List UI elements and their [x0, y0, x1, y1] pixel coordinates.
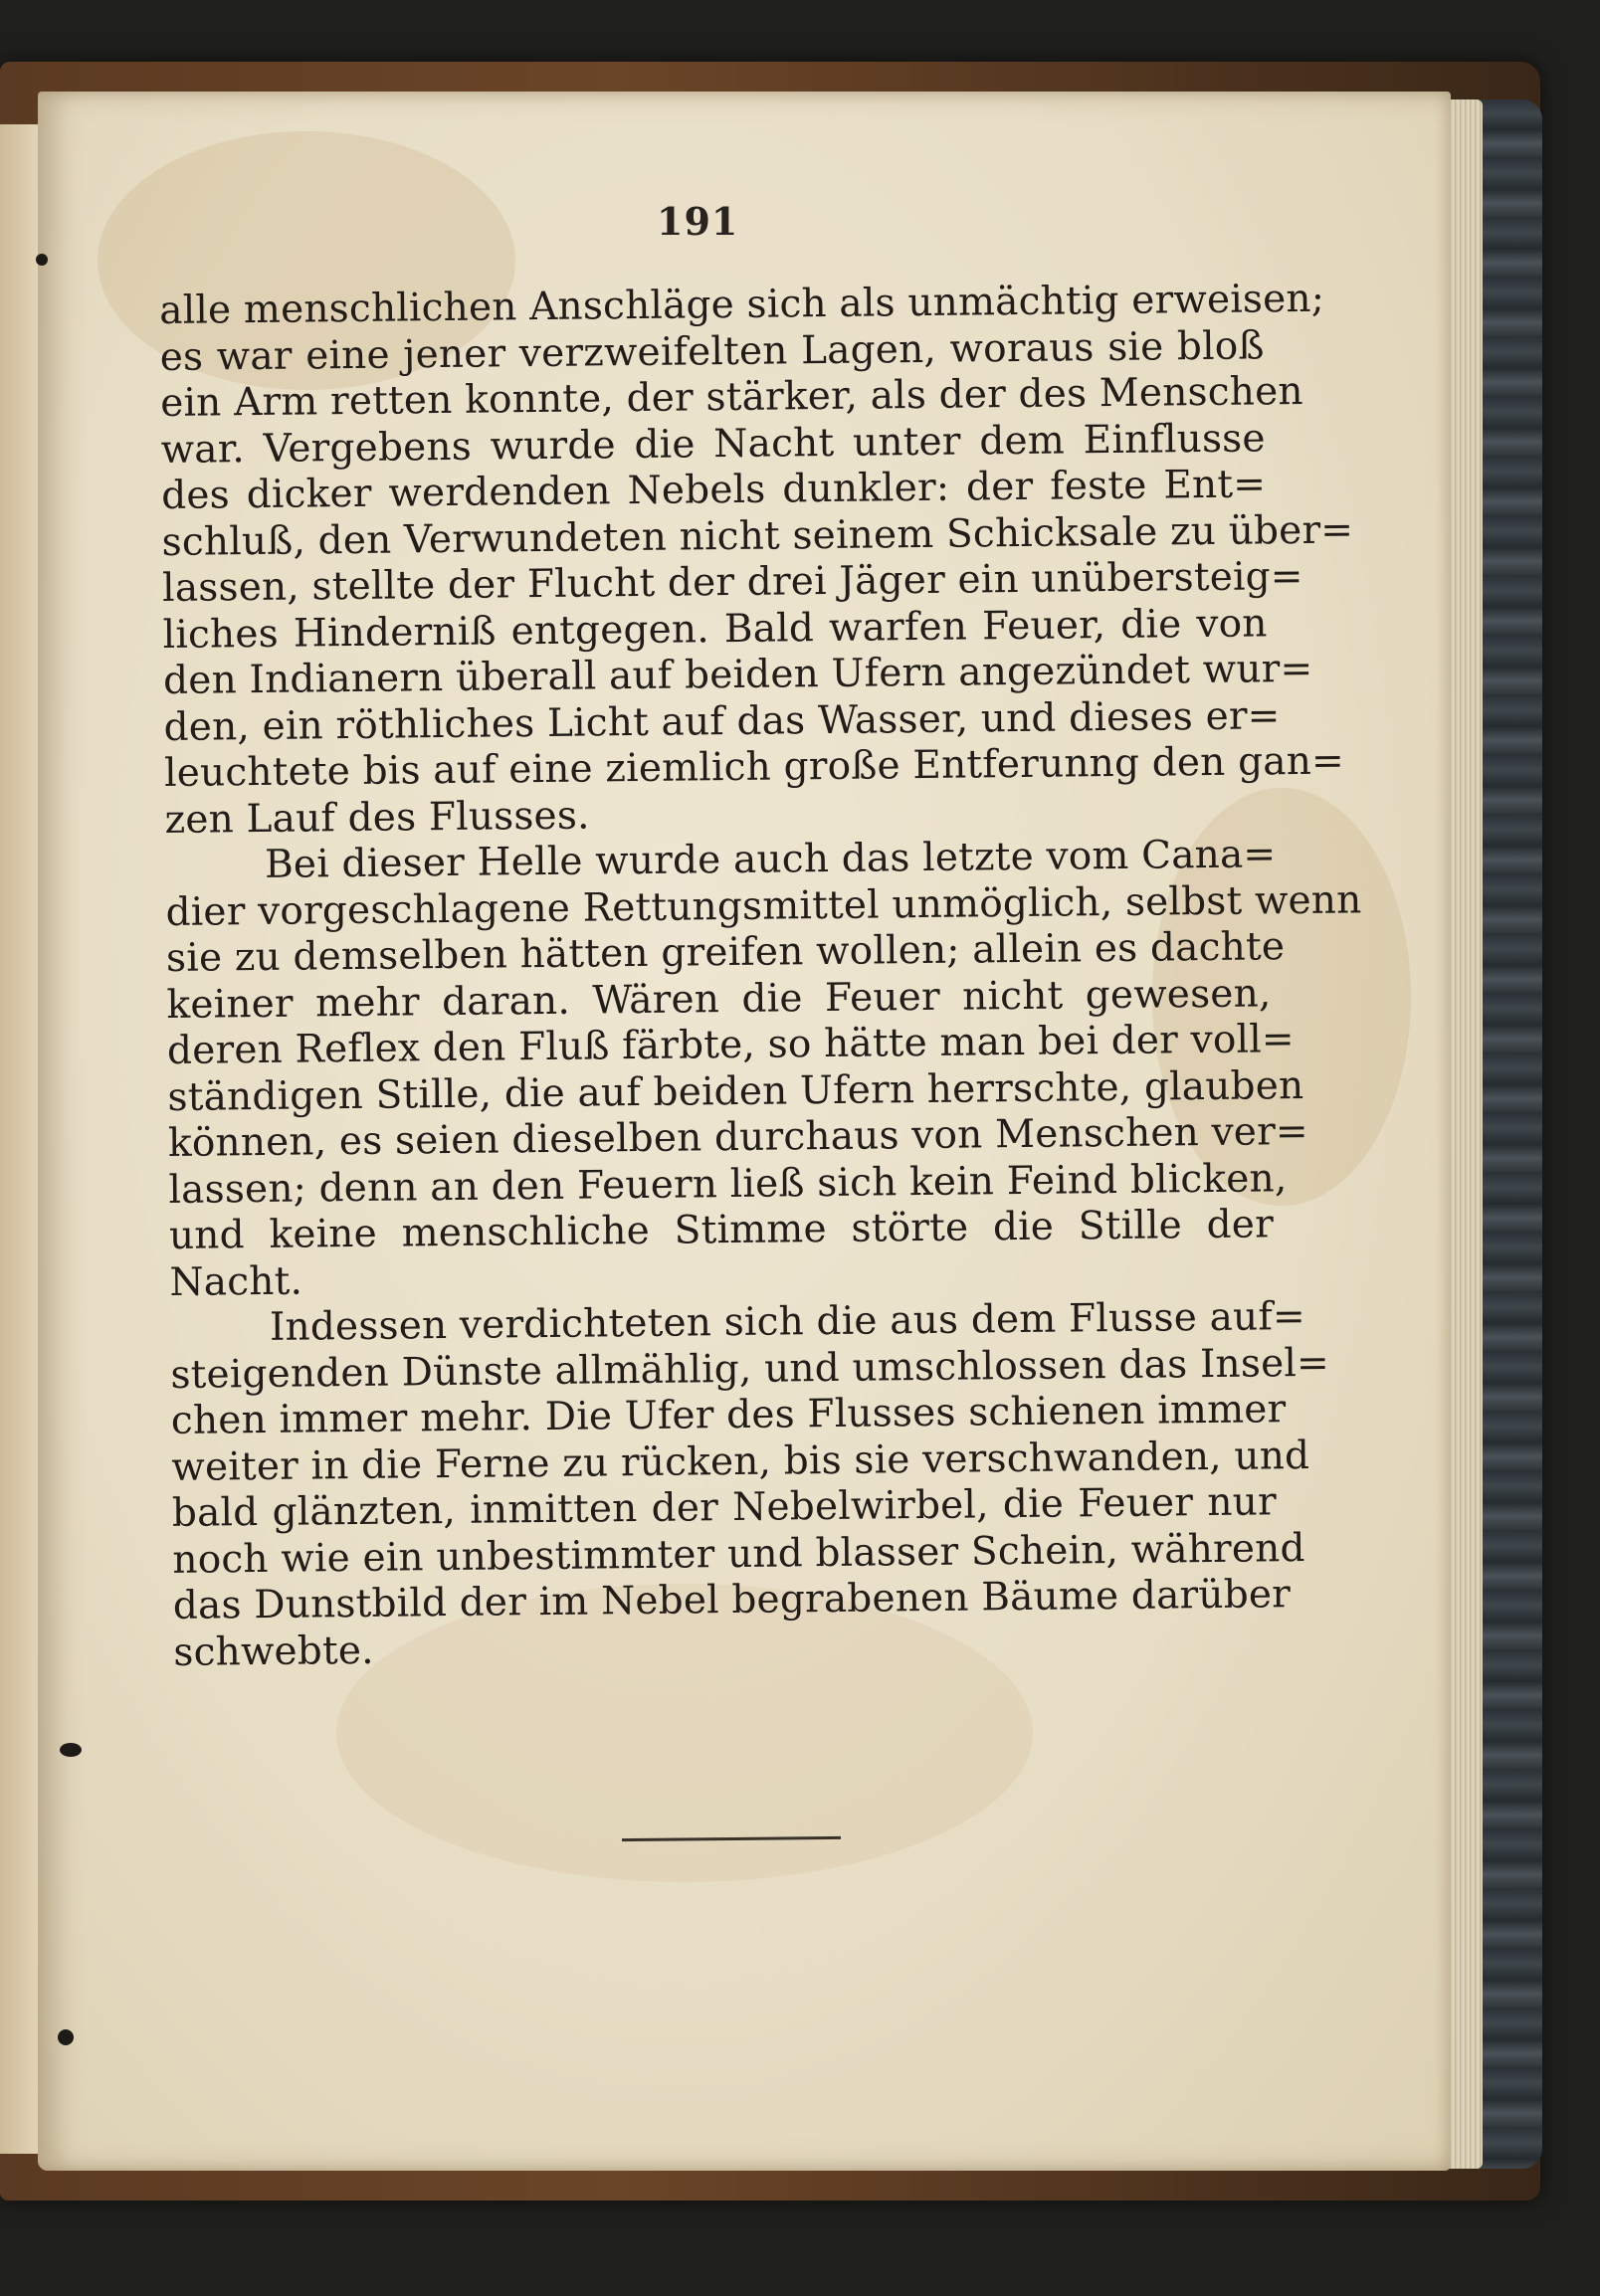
text-line: schwebte.	[173, 1627, 374, 1675]
text-line: chen immer mehr. Die Ufer des Flusses schienen immer	[170, 1387, 1287, 1443]
binding-thread	[36, 254, 48, 266]
text-line: liches Hinderniß entgegen. Bald warfen Feuer, die von	[162, 600, 1268, 658]
binding-thread	[60, 1743, 82, 1757]
text-line: lassen; denn an den Feuern ließ sich kein Feind blicken,	[168, 1155, 1288, 1213]
text-line: steigenden Dünste allmählig, und umschlossen das Insel=	[170, 1340, 1330, 1398]
text-line: bald glänzten, inmitten der Nebelwirbel, die Feuer nur	[171, 1479, 1278, 1536]
text-line: können, es seien dieselben durchaus von Menschen ver=	[167, 1108, 1309, 1166]
text-line: ein Arm retten konnte, der stärker, als der des Menschen	[159, 368, 1303, 426]
text-line: weiter in die Ferne zu rücken, bis sie verschwanden, und	[171, 1433, 1310, 1490]
text-line: ständigen Stille, die auf beiden Ufern herrschte, glauben	[167, 1062, 1304, 1120]
text-line: schluß, den Verwundeten nicht seinem Schicksale zu über=	[161, 506, 1354, 565]
binding-thread	[58, 2029, 74, 2045]
text-line: Bei dieser Helle wurde auch das letzte vom Cana=	[264, 832, 1277, 887]
text-line: dier vorgeschlagene Rettungsmittel unmöglich, selbst wenn	[165, 876, 1362, 935]
left-page-edge	[0, 124, 40, 2154]
text-line: sie zu demselben hätten greifen wollen; allein es dachte	[165, 924, 1286, 981]
body-text	[159, 276, 1362, 1676]
text-line: zen Lauf des Flusses.	[164, 792, 590, 843]
text-line: keiner mehr daran. Wären die Feuer nicht gewesen,	[166, 970, 1272, 1028]
text-line: den Indianern überall auf beiden Ufern angezündet wur=	[162, 646, 1313, 703]
text-line: und keine menschliche Stimme störte die Stille der	[168, 1202, 1275, 1258]
text-line: das Dunstbild der im Nebel begrabenen Bäume darüber	[172, 1572, 1292, 1628]
text-line: war. Vergebens wurde die Nacht unter dem Einflusse	[160, 415, 1266, 473]
text-line: Indessen verdichteten sich die aus dem Flusse auf=	[269, 1293, 1306, 1350]
text-line: Nacht.	[169, 1258, 303, 1305]
page-number: 191	[657, 199, 739, 244]
text-line: des dicker werdenden Nebels dunkler: der feste Ent=	[160, 462, 1267, 518]
text-line: deren Reflex den Fluß färbte, so hätte man bei der voll=	[166, 1017, 1295, 1073]
text-line: lassen, stellte der Flucht der drei Jäger ein unübersteig=	[161, 553, 1303, 611]
text-line: noch wie ein unbestimmter und blasser Schein, während	[172, 1525, 1305, 1583]
text-line: den, ein röthliches Licht auf das Wasser, und dieses er=	[163, 692, 1281, 750]
text-line: alle menschlichen Anschläge sich als unmächtig erweisen;	[159, 276, 1325, 333]
text-line: es war eine jener verzweifelten Lagen, woraus sie bloß	[159, 322, 1265, 380]
text-line: leuchtete bis auf eine ziemlich große Entferunng den gan=	[163, 738, 1345, 796]
